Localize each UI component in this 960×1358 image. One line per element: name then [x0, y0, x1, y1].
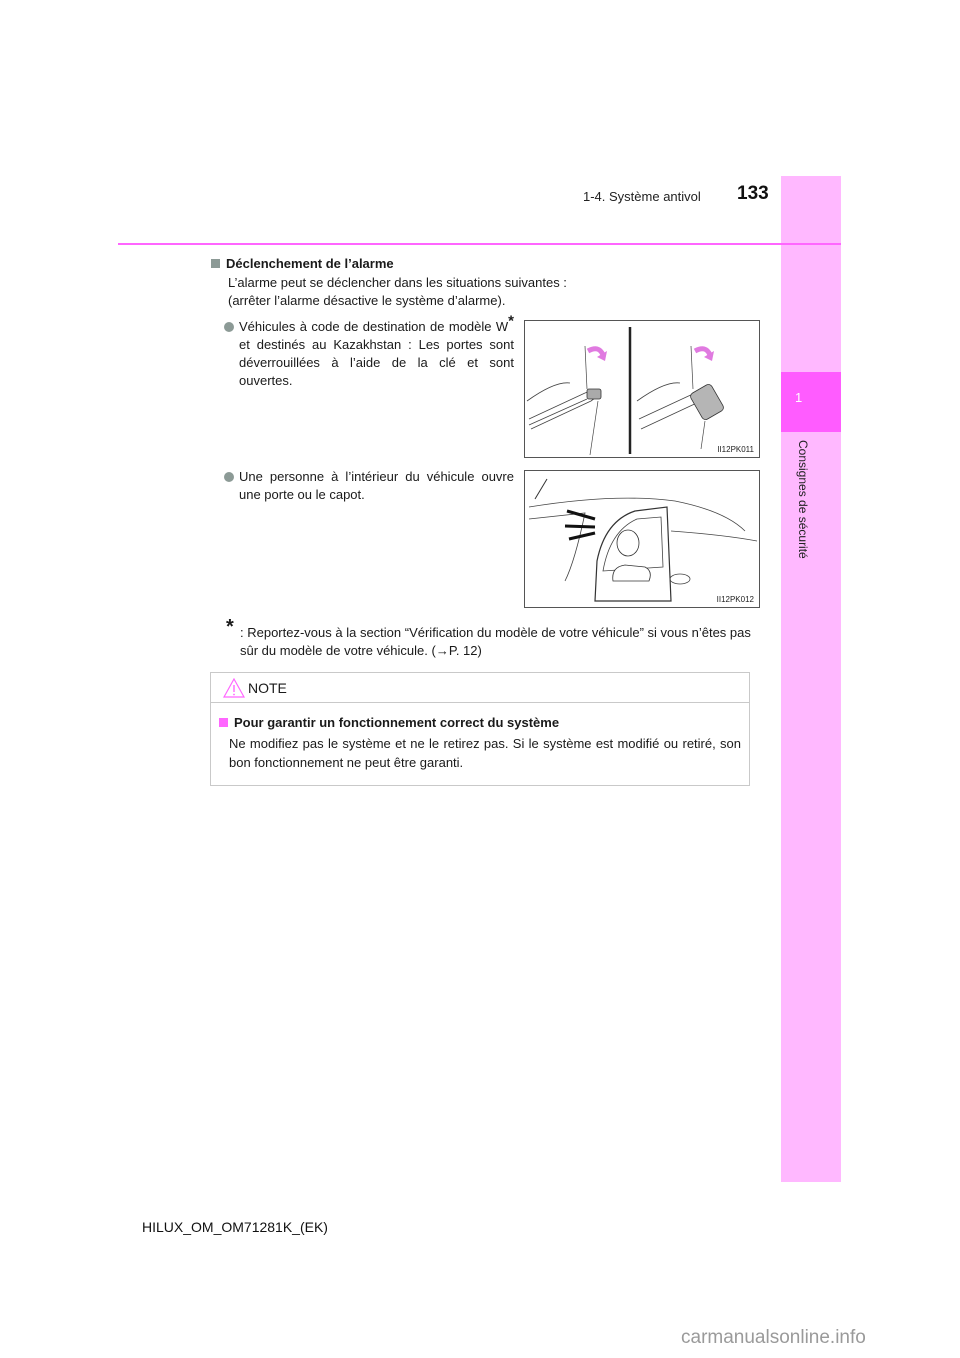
bullet-text-part: et destinés au Kazakhstan : Les portes sont déverrouillées à l’aide de la clé et sont ouvertes.	[239, 337, 514, 388]
figure-door-opened	[524, 470, 760, 608]
section-title	[211, 256, 394, 271]
bullet-text-part: Véhicules à code de destination de modèle W	[239, 319, 509, 334]
circle-bullet-icon	[224, 322, 234, 332]
bullet-text: Une personne à l’intérieur du véhicule ouvre une porte ou le capot.	[239, 469, 514, 502]
header-divider	[118, 243, 841, 245]
document-id: HILUX_OM_OM71281K_(EK)	[142, 1219, 328, 1235]
person-opening-door-illustration	[525, 471, 759, 607]
bullet-text	[224, 312, 514, 390]
bullet-item	[224, 468, 514, 504]
square-bullet-icon	[211, 259, 220, 268]
chapter-side-strip	[781, 176, 841, 1182]
circle-bullet-icon	[224, 472, 234, 482]
bullet-item	[224, 312, 514, 390]
section-header: 1-4. Système antivol	[583, 189, 701, 204]
chapter-tab-active	[781, 372, 841, 432]
footnote	[226, 616, 753, 660]
footnote-marker: *	[508, 312, 514, 330]
section-title-text: Déclenchement de l’alarme	[226, 256, 394, 271]
note-box	[210, 672, 750, 786]
page-number: 133	[737, 183, 769, 204]
door-handle-key-illustration	[525, 321, 759, 457]
square-bullet-icon	[219, 718, 228, 727]
footnote-text: : Reportez-vous à la section “Vérification du modèle de votre véhicule” si vous n’êtes pas sûr du modèle de votre véhicule. (→P. 12)	[240, 625, 751, 658]
note-title	[219, 715, 559, 730]
note-title-text: Pour garantir un fonctionnement correct du système	[234, 715, 560, 730]
note-label: NOTE	[248, 679, 287, 696]
section-intro: L’alarme peut se déclencher dans les situations suivantes : (arrêter l’alarme désactive le système d’alarme).	[228, 275, 567, 308]
footnote-marker: *	[226, 616, 234, 638]
figure-code: II12PK012	[716, 595, 754, 604]
warning-triangle-icon	[223, 678, 245, 698]
note-body: Ne modifiez pas le système et ne le retirez pas. Si le système est modifié ou retiré, son bon fonctionnement ne peut être garanti.	[229, 736, 741, 770]
chapter-number: 1	[795, 390, 803, 405]
note-header	[211, 673, 749, 703]
watermark: carmanualsonline.info	[681, 1327, 866, 1348]
figure-code: II12PK011	[717, 445, 754, 454]
figure-key-unlock	[524, 320, 760, 458]
chapter-title: Consignes de sécurité	[796, 440, 810, 559]
